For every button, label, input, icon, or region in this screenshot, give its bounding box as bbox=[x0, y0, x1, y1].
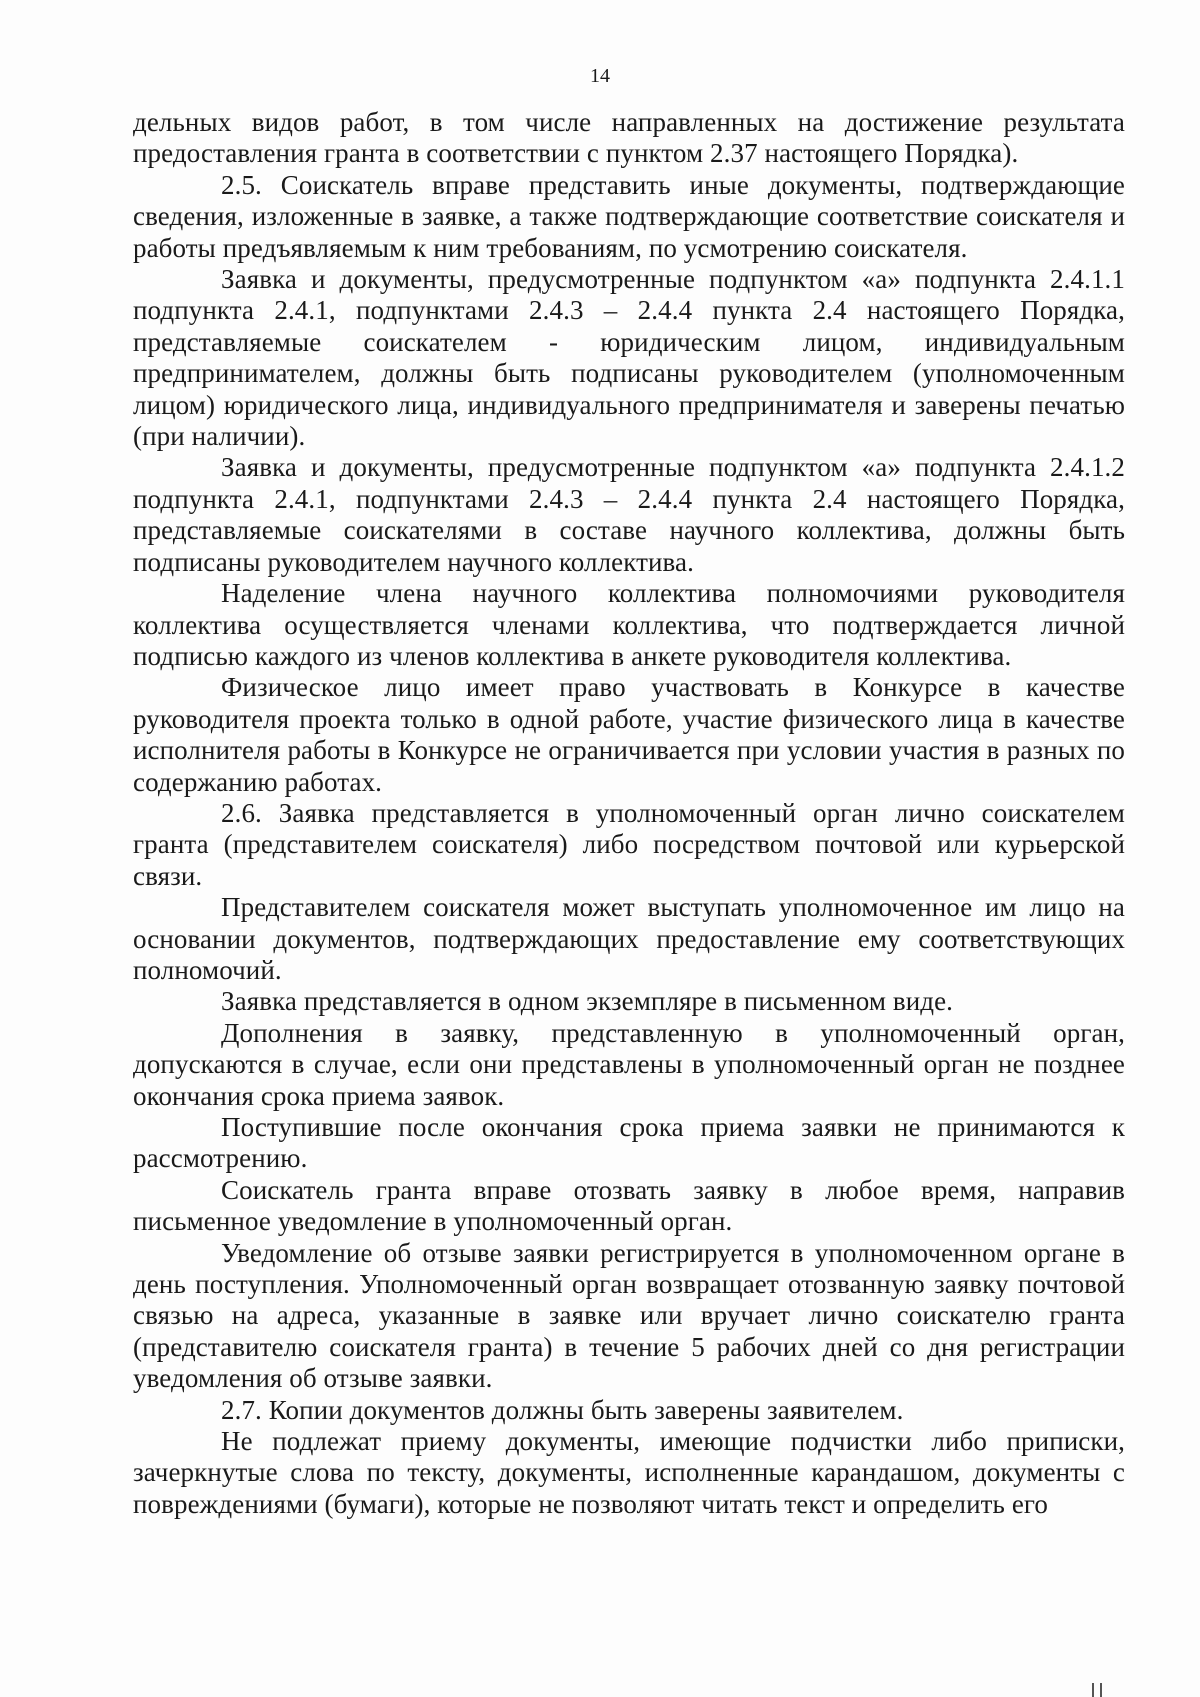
paragraph-collective-authority: Наделение члена научного коллектива полномочиями руководителя коллектива осуществляется членами коллектива, что подтверждается личной подписью каждого из членов коллектива в анкете руководителя коллектива. bbox=[133, 578, 1125, 671]
paragraph-withdrawal: Соискатель гранта вправе отозвать заявку в любое время, направив письменное уведомление в уполномоченный орган. bbox=[133, 1174, 1125, 1237]
paragraph-late-applications: Поступившие после окончания срока приема заявки не принимаются к рассмотрению. bbox=[133, 1112, 1125, 1174]
scan-edge-mark bbox=[1100, 1683, 1102, 1697]
paragraph-rejected-documents: Не подлежат приему документы, имеющие подчистки либо приписки, зачеркнутые слова по тексту, документы, исполненные карандашом, документы с повреждениями (бумаги), которые не позволяют читать текст и определить его bbox=[133, 1426, 1125, 1519]
paragraph-continued: дельных видов работ, в том числе направленных на достижение результата предоставления гранта в соответствии с пунктом 2.37 настоящего Порядка). bbox=[133, 107, 1125, 169]
paragraph-2-6: 2.6. Заявка представляется в уполномоченный орган лично соискателем гранта (представителем соискателя) либо посредством почтовой или курьерской связи. bbox=[133, 797, 1125, 891]
paragraph-individual-participation: Физическое лицо имеет право участвовать в Конкурсе в качестве руководителя проекта только в одной работе, участие физического лица в качестве исполнителя работы в Конкурсе не ограничивается при условии участия в разных по содержанию работах. bbox=[133, 672, 1125, 797]
paragraph-signing-collective: Заявка и документы, предусмотренные подпунктом «а» подпункта 2.4.1.2 подпункта 2.4.1, подпунктами 2.4.3 – 2.4.4 пункта 2.4 настоящего Порядка, представляемые соискателями в составе научного коллектива, должны быть подписаны руководителем научного коллектива. bbox=[133, 452, 1125, 577]
paragraph-single-copy: Заявка представляется в одном экземпляре в письменном виде. bbox=[221, 986, 954, 1017]
paragraph-additions: Дополнения в заявку, представленную в уполномоченный орган, допускаются в случае, если они представлены в уполномоченный орган не позднее окончания срока приема заявок. bbox=[133, 1017, 1125, 1111]
document-body bbox=[133, 107, 1125, 1520]
page-number: 14 bbox=[590, 65, 610, 87]
scan-edge-mark bbox=[1092, 1683, 1094, 1697]
paragraph-representative: Представителем соискателя может выступать уполномоченное им лицо на основании документов, подтверждающих предоставление ему соответствующих полномочий. bbox=[133, 892, 1125, 985]
paragraph-2-5: 2.5. Соискатель вправе представить иные документы, подтверждающие сведения, изложенные в заявке, а также подтверждающие соответствие соискателя и работы предъявляемым к ним требованиям, по усмотрению соискателя. bbox=[133, 169, 1125, 263]
paragraph-withdrawal-notice: Уведомление об отзыве заявки регистрируется в уполномоченном органе в день поступления. Уполномоченный орган возвращает отозванную заявку почтовой связью на адреса, указанные в заявке или вручает лично соискателю гранта (представителю соискателя гранта) в течение 5 рабочих дней со дня регистрации уведомления об отзыве заявки. bbox=[133, 1237, 1125, 1394]
paragraph-signing-legal-entity: Заявка и документы, предусмотренные подпунктом «а» подпункта 2.4.1.1 подпункта 2.4.1, подпунктами 2.4.3 – 2.4.4 пункта 2.4 настоящего Порядка, представляемые соискателем - юридическим лицом, индивидуальным предпринимателем, должны быть подписаны руководителем (уполномоченным лицом) юридического лица, индивидуального предпринимателя и заверены печатью (при наличии). bbox=[133, 264, 1125, 452]
paragraph-2-7: 2.7. Копии документов должны быть заверены заявителем. bbox=[221, 1394, 904, 1425]
